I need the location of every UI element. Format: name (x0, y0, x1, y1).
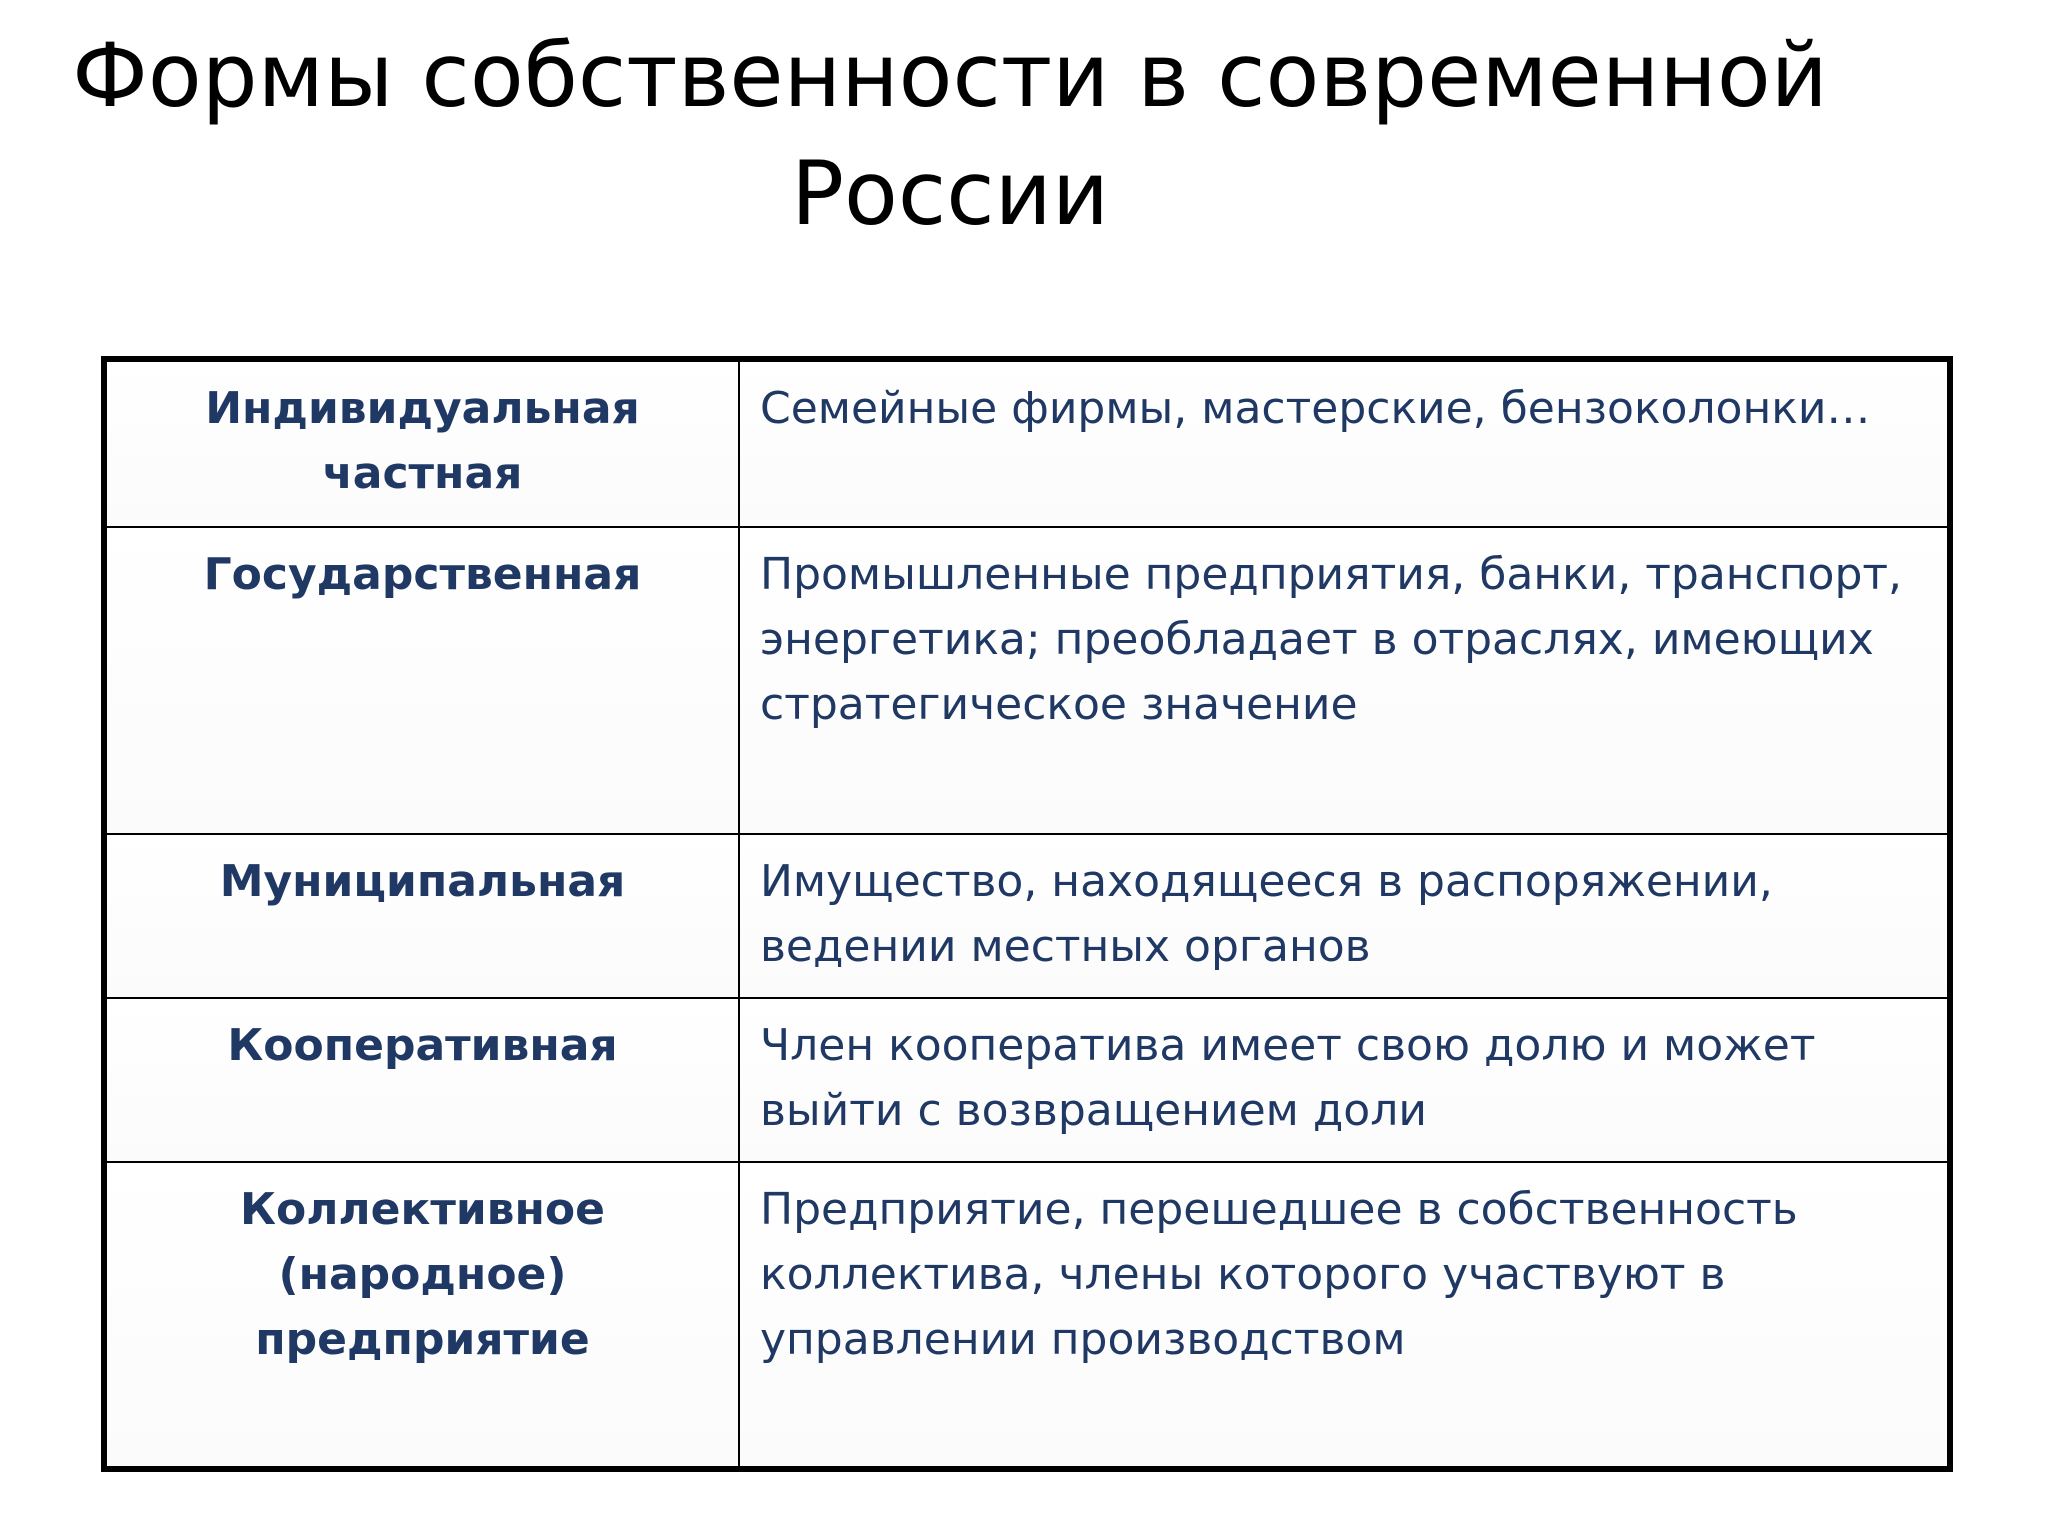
ownership-form-description: Предприятие, перешедшее в собственность коллектива, члены которого участвуют в управлении производством (739, 1162, 1950, 1469)
table-row (104, 359, 1950, 527)
table-row (104, 834, 1950, 998)
ownership-forms-table (101, 356, 1953, 1472)
slide-title (0, 17, 1900, 253)
slide-title-line-2: России (790, 141, 1110, 245)
ownership-form-name: Муниципальная (104, 834, 739, 998)
table-row (104, 527, 1950, 834)
ownership-form-description: Член кооператива имеет свою долю и может выйти с возвращением доли (739, 998, 1950, 1162)
ownership-form-description: Семейные фирмы, мастерские, бензоколонки… (739, 359, 1950, 527)
ownership-form-name: Кооперативная (104, 998, 739, 1162)
table-row (104, 998, 1950, 1162)
ownership-form-name: Индивидуальная частная (104, 359, 739, 527)
ownership-form-description: Имущество, находящееся в распоряжении, ведении местных органов (739, 834, 1950, 998)
ownership-form-name: Государственная (104, 527, 739, 834)
slide-title-line-1: Формы собственности в современной (72, 23, 1828, 127)
ownership-form-description: Промышленные предприятия, банки, транспорт, энергетика; преобладает в отраслях, имеющих стратегическое значение (739, 527, 1950, 834)
ownership-form-name: Коллективное (народное) предприятие (104, 1162, 739, 1469)
table-row (104, 1162, 1950, 1469)
